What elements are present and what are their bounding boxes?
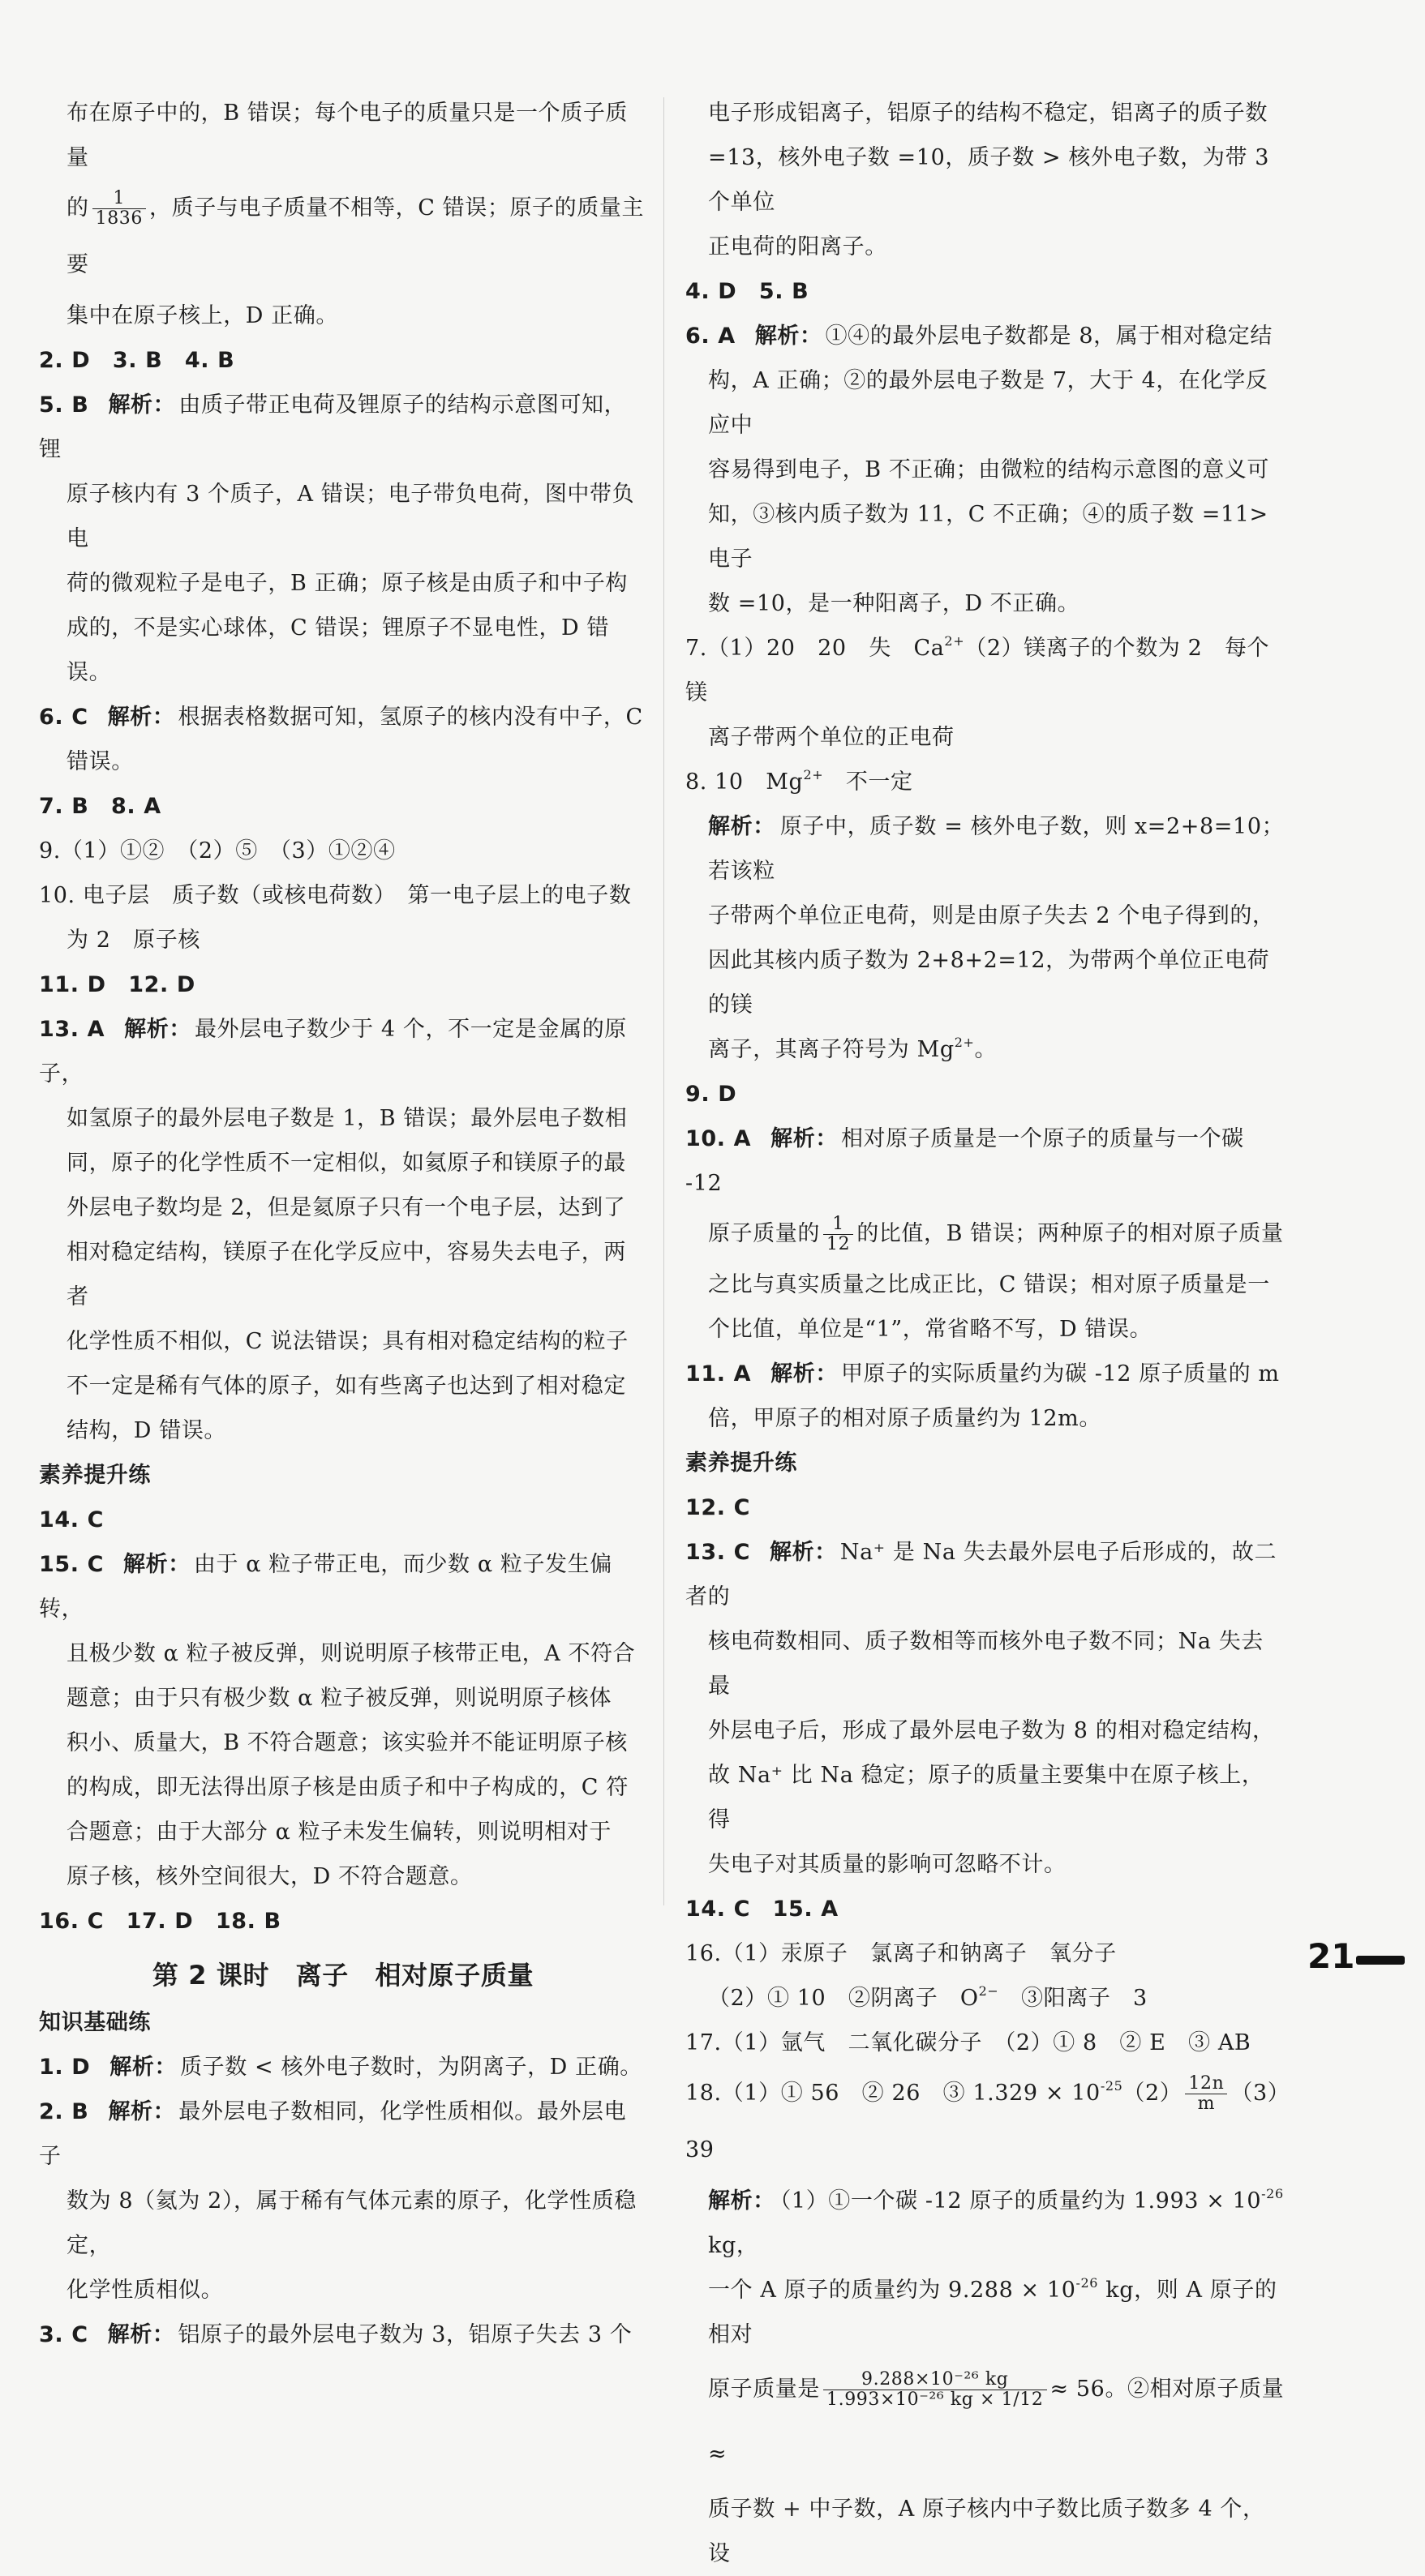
page-number: 21 [1307, 1936, 1355, 1976]
text-line: 的 $\frac{1}{1836}$ ，质子与电子质量不相等，C 错误；原子的质量主要 [67, 188, 645, 277]
text-line: 积小、质量大，B 不符合题意；该实验并不能证明原子核 [67, 1730, 629, 1755]
fraction: $\frac{12n}{m}$ [1185, 2074, 1227, 2114]
text-line: 一个 A 原子的质量约为 $9.288 \times 10^{-26}$ kg，则 A 原子的相对 [708, 2275, 1277, 2347]
page-number-bar [1356, 1956, 1405, 1965]
section-heading: 知识基础练 [39, 2010, 151, 2035]
answer-line: 17.（1）氩气 二氧化碳分子 （2）① 8 ② E ③ AB [685, 2030, 1251, 2055]
right-column [685, 91, 1286, 2576]
text-line: 原子质量是 $\frac{\text{9.288×10⁻²⁶ kg}}{\text{1.993×10⁻²⁶ kg × 1/12}}$ ≈ 56。②相对原子质量≈ [708, 2369, 1285, 2467]
answer-line: 10. 电子层 质子数（或核电荷数） 第一电子层上的电子数 [39, 883, 632, 908]
text-line: 化学性质不相似，C 说法错误；具有相对稳定结构的粒子 [67, 1329, 629, 1354]
text-line: 同，原子的化学性质不一定相似，如氦原子和镁原子的最 [67, 1151, 626, 1176]
text-line: 荷的微观粒子是电子，B 正确；原子核是由质子和中子构 [67, 571, 629, 596]
answer-line: 9.（1）①② （2）⑤ （3）①②④ [39, 838, 396, 864]
text-line: 质子数 + 中子数，A 原子核内中子数比质子数多 4 个，设 [708, 2497, 1265, 2566]
text-line: 离子带两个单位的正电荷 [708, 725, 955, 750]
text-line: 容易得到电子，B 不正确；由微粒的结构示意图的意义可 [708, 457, 1270, 482]
text-line: 外层电子数均是 2，但是氦原子只有一个电子层，达到了 [67, 1195, 626, 1220]
answer-line: 14. C 15. A [685, 1897, 839, 1922]
text-line: （2）① 10 ②阴离子 $O^{2-}$ ③阳离子 3 [708, 1983, 1148, 2011]
text-line: 布在原子中的，B 错误；每个电子的质量只是一个质子质量 [67, 101, 629, 170]
answer-line: 2. D 3. B 4. B [39, 348, 235, 373]
column-divider [663, 97, 664, 1905]
fraction: $\frac{1}{1836}$ [92, 189, 146, 229]
lesson-title: 第 2 课时 离子 相对原子质量 [152, 1960, 534, 1991]
answer-line: 14. C [39, 1507, 105, 1532]
answer-item: 13. A 解析： 最外层电子数少于 4 个，不一定是金属的原子， [39, 1017, 627, 1087]
answer-line: 16.（1）汞原子 氯离子和钠离子 氧分子 [685, 1941, 1117, 1966]
text-line: 原子质量的 $\frac{1}{12}$ 的比值，B 错误；两种原子的相对原子质量 [708, 1214, 1284, 1254]
text-line: =13，核外电子数 =10，质子数 > 核外电子数，为带 3 个单位 [708, 145, 1270, 215]
text-line: 合题意；由于大部分 α 粒子未发生偏转，则说明相对于 [67, 1819, 612, 1845]
answer-line: 8. 10 $Mg^{2+}$ 不一定 [685, 767, 913, 795]
text-line: 构，A 正确；②的最外层电子数是 7，大于 4，在化学反应中 [708, 368, 1268, 438]
text-line: 知，③核内质子数为 11，C 不正确；④的质子数 =11> 电子 [708, 502, 1268, 572]
text-line: 离子，其离子符号为 $Mg^{2+}$。 [708, 1035, 998, 1062]
answer-item: 13. C 解析： Na⁺ 是 Na 失去最外层电子后形成的，故二者的 [685, 1540, 1277, 1609]
answer-item: 6. A 解析： ①④的最外层电子数都是 8，属于相对稳定结 [685, 324, 1273, 349]
text-line: 正电荷的阳离子。 [708, 234, 887, 259]
text-line: 倍，甲原子的相对原子质量约为 12m。 [708, 1406, 1101, 1431]
text-line: 子带两个单位正电荷，则是由原子失去 2 个电子得到的， [708, 903, 1275, 928]
text-line: 且极少数 α 粒子被反弹，则说明原子核带正电，A 不符合 [67, 1641, 636, 1666]
text-line: 错误。 [67, 749, 134, 774]
text-line: 解析： 原子中，质子数 = 核外电子数，则 x=2+8=10；若该粒 [708, 814, 1285, 884]
text-line: 故 Na⁺ 比 Na 稳定；原子的质量主要集中在原子核上，得 [708, 1763, 1264, 1832]
text-line: 题意；由于只有极少数 α 粒子被反弹，则说明原子核体 [67, 1686, 612, 1711]
answer-line: 7.（1）20 20 失 $Ca^{2+}(2)$镁离子的个数为 2 每个镁 [685, 633, 1270, 705]
answer-item: 10. A 解析： 相对原子质量是一个原子的质量与一个碳 -12 [685, 1126, 1244, 1196]
text-line: 如氢原子的最外层电子数是 1，B 错误；最外层电子数相 [67, 1106, 628, 1131]
answer-line: 12. C [685, 1495, 751, 1520]
text-line: 为 2 原子核 [67, 928, 200, 953]
text-line: 数 =10，是一种阳离子，D 不正确。 [708, 591, 1080, 616]
answer-item: 2. B 解析： 最外层电子数相同，化学性质相似。最外层电子 [39, 2099, 627, 2169]
text-line: 个比值，单位是“1”，常省略不写，D 错误。 [708, 1317, 1152, 1342]
text-line: 数为 8（氦为 2），属于稀有气体元素的原子，化学性质稳定， [67, 2188, 637, 2258]
answer-line: 7. B 8. A [39, 794, 161, 819]
answer-item: 1. D 解析： 质子数 < 核外电子数时，为阴离子，D 正确。 [39, 2055, 642, 2080]
answer-line: 16. C 17. D 18. B [39, 1909, 281, 1934]
text-line: 相对稳定结构，镁原子在化学反应中，容易失去电子，两者 [67, 1240, 626, 1309]
text-line: 原子核内有 3 个质子，A 错误；电子带负电荷，图中带负电 [67, 482, 635, 551]
fraction: $\frac{1}{12}$ [823, 1215, 853, 1254]
text-line: 化学性质相似。 [67, 2278, 224, 2303]
text-line: 失电子对其质量的影响可忽略不计。 [708, 1852, 1067, 1877]
answer-line: 4. D 5. B [685, 279, 809, 304]
text-line: 之比与真实质量之比成正比，C 错误；相对原子质量是一 [708, 1272, 1270, 1297]
answer-item: 6. C 解析： 根据表格数据可知，氢原子的核内没有中子，C [39, 705, 643, 730]
answer-item: 15. C 解析： 由于 α 粒子带正电，而少数 α 粒子发生偏转， [39, 1552, 612, 1622]
answer-item: 5. B 解析： 由质子带正电荷及锂原子的结构示意图可知，锂 [39, 392, 627, 462]
answer-item: 11. A 解析： 甲原子的实际质量约为碳 -12 原子质量的 m [685, 1361, 1280, 1387]
text-line: 的构成，即无法得出原子核是由质子和中子构成的，C 符 [67, 1775, 629, 1800]
text-line: 集中在原子核上，D 正确。 [67, 303, 339, 328]
answer-line: 18.（1）① 56 ② 26 ③ $1.329 \times 10^{-25}(2)$ $\frac{12n}{m}$ （3）39 [685, 2073, 1279, 2162]
text-line: 原子核，核外空间很大，D 不符合题意。 [67, 1864, 473, 1889]
section-heading: 素养提升练 [685, 1451, 797, 1476]
text-line: 因此其核内质子数为 2+8+2=12，为带两个单位正电荷的镁 [708, 948, 1270, 1018]
text-line: 成的，不是实心球体，C 错误；锂原子不显电性，D 错误。 [67, 615, 610, 685]
text-line: 核电荷数相同、质子数相等而核外电子数不同；Na 失去最 [708, 1629, 1264, 1699]
answer-item: 3. C 解析： 铝原子的最外层电子数为 3，铝原子失去 3 个 [39, 2322, 633, 2347]
left-column [39, 91, 647, 2357]
answer-line: 9. D [685, 1082, 737, 1107]
fraction: $\frac{\text{9.288×10⁻²⁶ kg}}{\text{1.993×10⁻²⁶ kg × 1/12}}$ [823, 2370, 1047, 2410]
section-heading: 素养提升练 [39, 1463, 151, 1488]
text-line: 外层电子后，形成了最外层电子数为 8 的相对稳定结构， [708, 1718, 1275, 1743]
text-line: 结构，D 错误。 [67, 1418, 227, 1443]
answer-line: 11. D 12. D [39, 972, 195, 997]
text-line: 不一定是稀有气体的原子，如有些离子也达到了相对稳定 [67, 1374, 626, 1399]
text-line: 电子形成铝离子，铝原子的结构不稳定，铝离子的质子数 [708, 101, 1268, 126]
text-line: 解析： （1）①一个碳 -12 原子的质量约为 $1.993 \times 10^{-26}$ kg， [708, 2186, 1284, 2258]
